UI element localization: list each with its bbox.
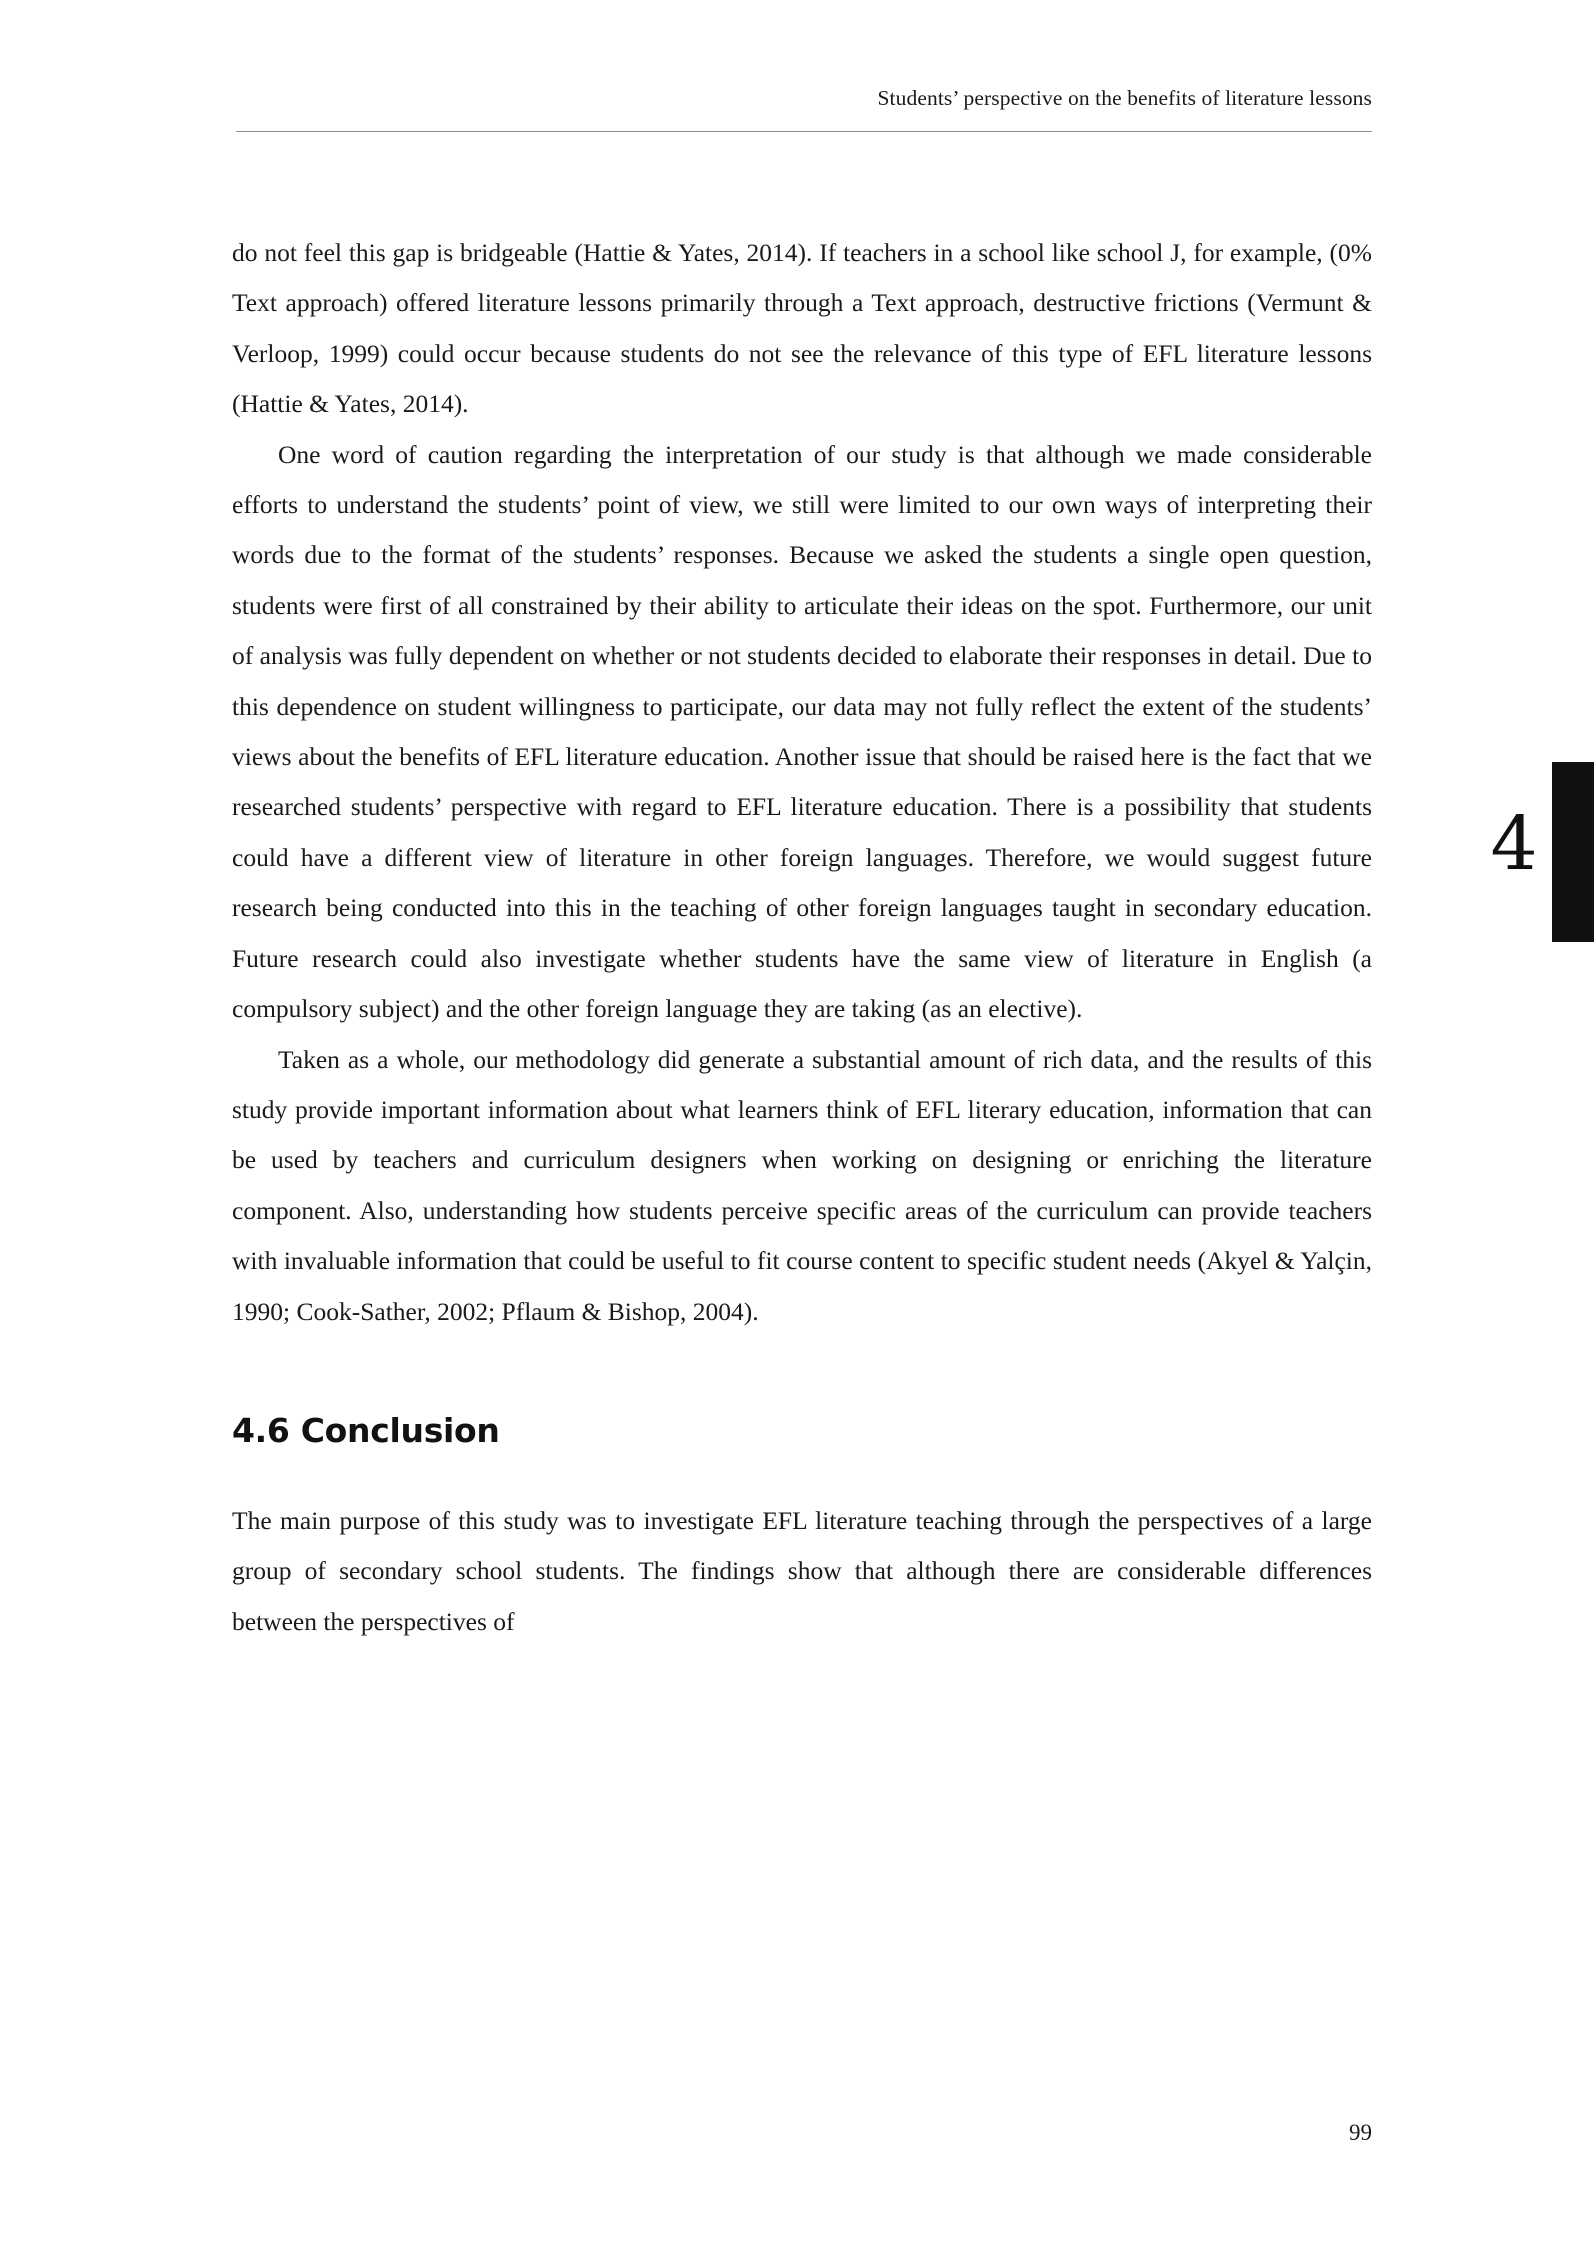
chapter-thumb-tab — [1552, 762, 1594, 942]
running-head: Students’ perspective on the benefits of literature lessons — [877, 86, 1372, 110]
chapter-number: 4 — [1490, 801, 1538, 887]
header-rule — [236, 131, 1372, 132]
paragraph-implications: Taken as a whole, our methodology did generate a substantial amount of rich data, and the results of this study provide important information about what learners think of EFL literary education, information that can be used by teachers and curriculum designers when working on designing or enriching the literature component. Also, understanding how students perceive specific areas of the curriculum can provide teachers with invaluable information that could be useful to fit course content to specific student needs (Akyel & Yalçin, 1990; Cook-Sather, 2002; Pflaum & Bishop, 2004). — [232, 1044, 1372, 1326]
paragraph-limitations: One word of caution regarding the interpretation of our study is that although we made considerable efforts to understand the students’ point of view, we still were limited to our own ways of interpreting their words due to the format of the students’ responses. Because we asked the students a single open question, students were first of all constrained by their ability to articulate their ideas on the spot. Furthermore, our unit of analysis was fully dependent on whether or not students decided to elaborate their responses in detail. Due to this dependence on student willingness to participate, our data may not fully reflect the extent of the students’ views about the benefits of EFL literature education. Another issue that should be raised here is the fact that we researched students’ perspective with regard to EFL literature education. There is a possibility that students could have a different view of literature in other foreign languages. Therefore, we would suggest future research being conducted into this in the teaching of other foreign languages taught in secondary education. Future research could also investigate whether students have the same view of literature in English (a compulsory subject) and the other foreign language they are taking (as an elective). — [232, 439, 1372, 1024]
section-heading-block — [232, 1411, 1372, 1450]
page-number: 99 — [1349, 2120, 1372, 2145]
paragraph-conclusion-opening: The main purpose of this study was to investigate EFL literature teaching through the perspectives of a large group of secondary school students. The findings show that although there are considerable differences between the perspectives of — [232, 1505, 1372, 1636]
section-heading-conclusion: 4.6 Conclusion — [232, 1410, 500, 1450]
paragraph-continuation: do not feel this gap is bridgeable (Hattie & Yates, 2014). If teachers in a school like school J, for example, (0% Text approach) offered literature lessons primarily through a Text approach, destructive frictions (Vermunt & Verloop, 1999) could occur because students do not see the relevance of this type of EFL literature lessons (Hattie & Yates, 2014). — [232, 238, 1372, 419]
body-content — [232, 228, 1372, 1647]
